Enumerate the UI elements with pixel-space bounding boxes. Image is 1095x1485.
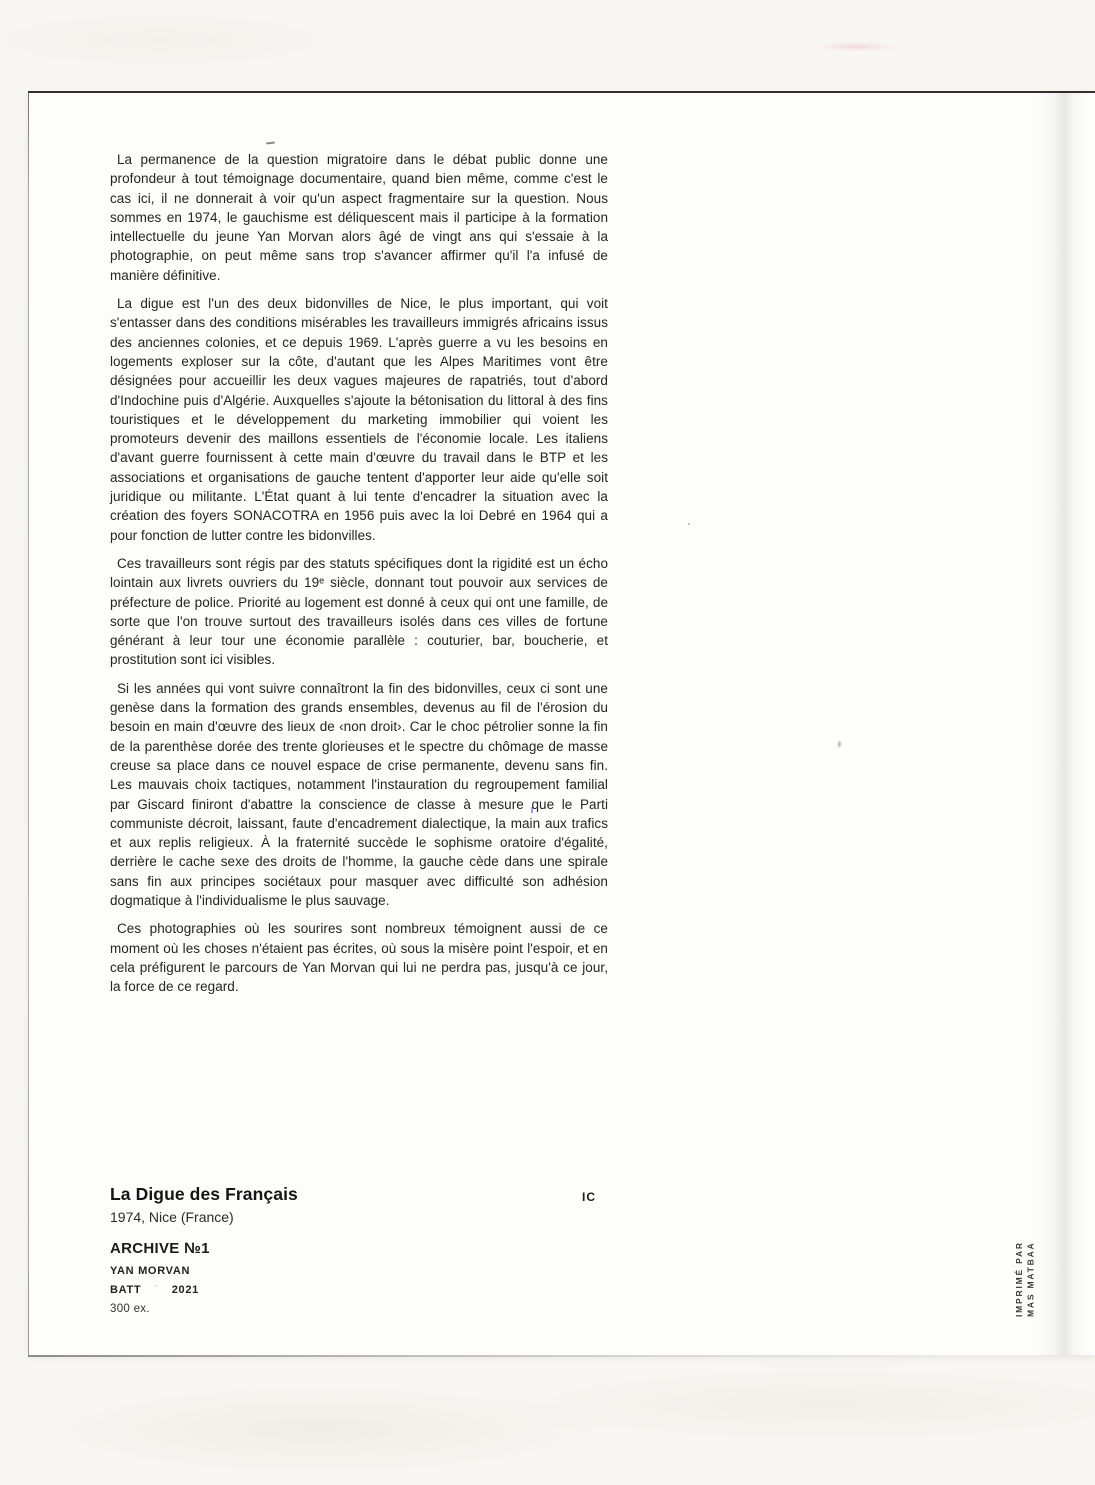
archive-number: ARCHIVE №1 bbox=[110, 1240, 210, 1257]
plate-code: IC bbox=[582, 1190, 596, 1204]
publisher-imprint bbox=[110, 1284, 298, 1296]
printer-credit-line2: MAS MATBAA bbox=[1025, 1241, 1036, 1317]
body-paragraph: Si les années qui vont suivre connaîtront la fin des bidonvilles, ceux ci sont une genèse dans la formation des grands ensembles, devenus au fil de l'érosion du besoin en main d'œuvre des lieux de ‹non droit›. Car le choc pétrolier sonne la fin de la parenthèse dorée des trente glorieuses et le spectre du chômage de masse creuse sa place dans ce nouvel espace de crise permanente, devenu sans fin. Les mauvais choix tactiques, notamment l'instauration du regroupement familial par Giscard finiront d'abattre la conscience de classe à mesure que le Parti communiste décroit, laissant, faute d'encadrement dialectique, la main aux trafics et aux replis religieux. À la fraternité succède le sophisme oratoire d'égalité, derrière le cache sexe des droits de l'homme, la gauche cède dans une spirale sans fin aux principes sociétaux pour masquer avec difficulté son adhésion dogmatique à l'individualisme le plus sauvage. bbox=[110, 680, 608, 908]
book-page bbox=[28, 91, 1095, 1355]
scan-artifact-dot bbox=[688, 523, 690, 525]
author-name: YAN MORVAN bbox=[110, 1265, 191, 1277]
essay-body bbox=[110, 150, 608, 1005]
body-paragraph: Ces photographies où les sourires sont nombreux témoignent aussi de ce moment où les choses n'étaient pas écrites, où sous la misère point l'espoir, et en cela préfigurent le parcours de Yan Morvan qui lui ne perdra pas, jusqu'à ce jour, la force de ce regard. bbox=[110, 921, 608, 995]
publication-year: 2021 bbox=[171, 1284, 199, 1296]
work-title: La Digue des Français bbox=[110, 1184, 298, 1204]
scan-artifact-dash bbox=[266, 141, 275, 144]
publisher-name: BATT bbox=[110, 1284, 142, 1296]
edition-size: 300 ex. bbox=[110, 1303, 150, 1315]
colophon-block bbox=[110, 1184, 298, 1315]
work-date-location: 1974, Nice (France) bbox=[110, 1209, 234, 1225]
printer-credit bbox=[1014, 1185, 1037, 1317]
body-paragraph: Ces travailleurs sont régis par des statuts spécifiques dont la rigidité est un écho lointain aux livrets ouvriers du 19ᵉ siècle, donnant tout pouvoir aux services de préfecture de police. Priorité au logement est donné à ceux qui ont une famille, de sorte que l'on trouve surtout des travailleurs isolés dans ces villes de fortune générant à leur tour une économie parallèle : couturier, bar, boucherie, et prostitution sont ici visibles. bbox=[110, 555, 608, 668]
faded-mark: ˊ bbox=[154, 1284, 159, 1296]
printer-credit-line1: IMPRIMÉ PAR bbox=[1014, 1241, 1024, 1317]
scan-artifact-pink-smudge bbox=[815, 42, 899, 51]
body-paragraph: La digue est l'un des deux bidonvilles de Nice, le plus important, qui voit s'entasser dans des conditions misérables les travailleurs immigrés africains issus des anciennes colonies, et ce depuis 1969. L'après guerre a vu les besoins en logements exploser sur la côte, d'autant que les Alpes Maritimes vont être désignées pour accueillir les deux vagues majeures de rapatriés, tout d'abord d'Indochine puis d'Algérie. Auxquelles s'ajoute la bétonisation du littoral à des fins touristiques et le développement du marketing immobilier qui voient les promoteurs devenir des maillons essentiels de l'économie locale. Les italiens d'avant guerre fournissent à cette main d'œuvre du travail dans le BTP et les associations et organisations de gauche tentent d'apporter leur aide qu'elle soit juridique ou militante. L'État quant à lui tente d'encadrer la situation avec la création des foyers SONACOTRA en 1956 puis avec la loi Debré en 1964 qui a pour fonction de lutter contre les bidonvilles. bbox=[110, 296, 608, 543]
scan-artifact-mark bbox=[838, 741, 841, 747]
page-crease-shadow bbox=[1036, 93, 1088, 1355]
body-paragraph: La permanence de la question migratoire dans le débat public donne une profondeur à tout témoignage documentaire, quand bien même, comme c'est le cas ici, il ne donnerait à voir qu'un aspect fragmentaire sur la question. Nous sommes en 1974, le gauchisme est déliquescent mais il participe à la formation intellectuelle du jeune Yan Morvan alors âgé de vingt ans qui s'essaie à la photographie, on peut même sans trop s'avancer affirmer qu'il l'a infusé de manière définitive. bbox=[110, 152, 608, 283]
